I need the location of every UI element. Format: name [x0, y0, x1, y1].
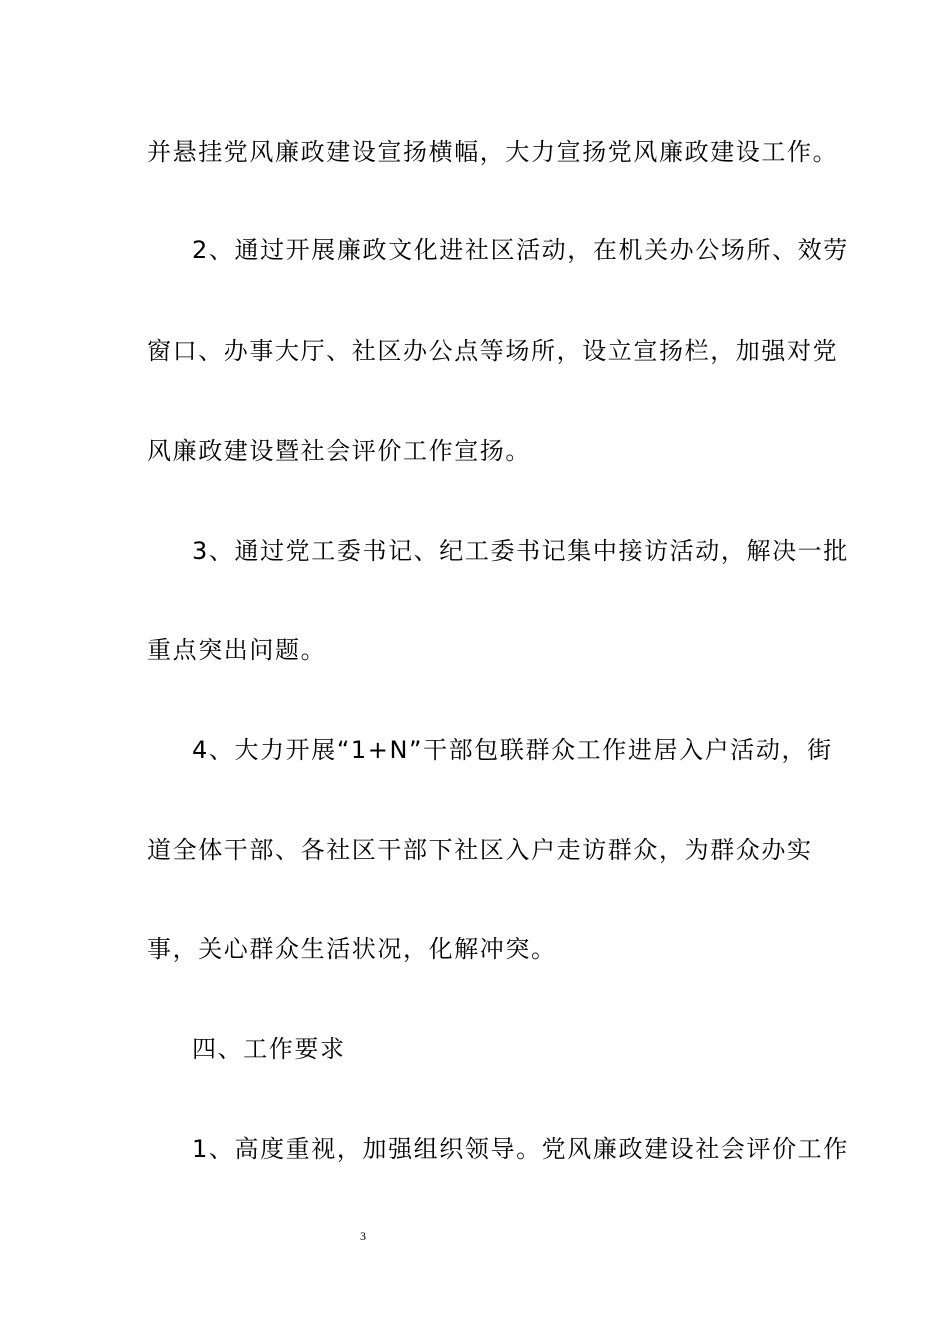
section-heading: 四、工作要求: [192, 1035, 346, 1063]
paragraph-line: 1、高度重视，加强组织领导。党风廉政建设社会评价工作: [192, 1135, 849, 1163]
paragraph-line: 3、通过党工委书记、纪工委书记集中接访活动，解决一批: [192, 537, 849, 565]
paragraph-line: 风廉政建设暨社会评价工作宣扬。: [147, 437, 531, 465]
page-number: 3: [360, 1229, 366, 1243]
paragraph-line: 2、通过开展廉政文化进社区活动，在机关办公场所、效劳: [192, 236, 849, 264]
paragraph-line: 窗口、办事大厅、社区办公点等场所，设立宣扬栏，加强对党: [147, 337, 839, 365]
paragraph-line: 重点突出问题。: [147, 636, 327, 664]
paragraph-line: 事，关心群众生活状况，化解冲突。: [147, 935, 557, 963]
paragraph-line: 道全体干部、各社区干部下社区入户走访群众，为群众办实: [147, 836, 813, 864]
paragraph-line: 并悬挂党风廉政建设宣扬横幅，大力宣扬党风廉政建设工作。: [147, 138, 839, 166]
paragraph-line: 4、大力开展“1+N”干部包联群众工作进居入户活动，街: [192, 736, 833, 764]
